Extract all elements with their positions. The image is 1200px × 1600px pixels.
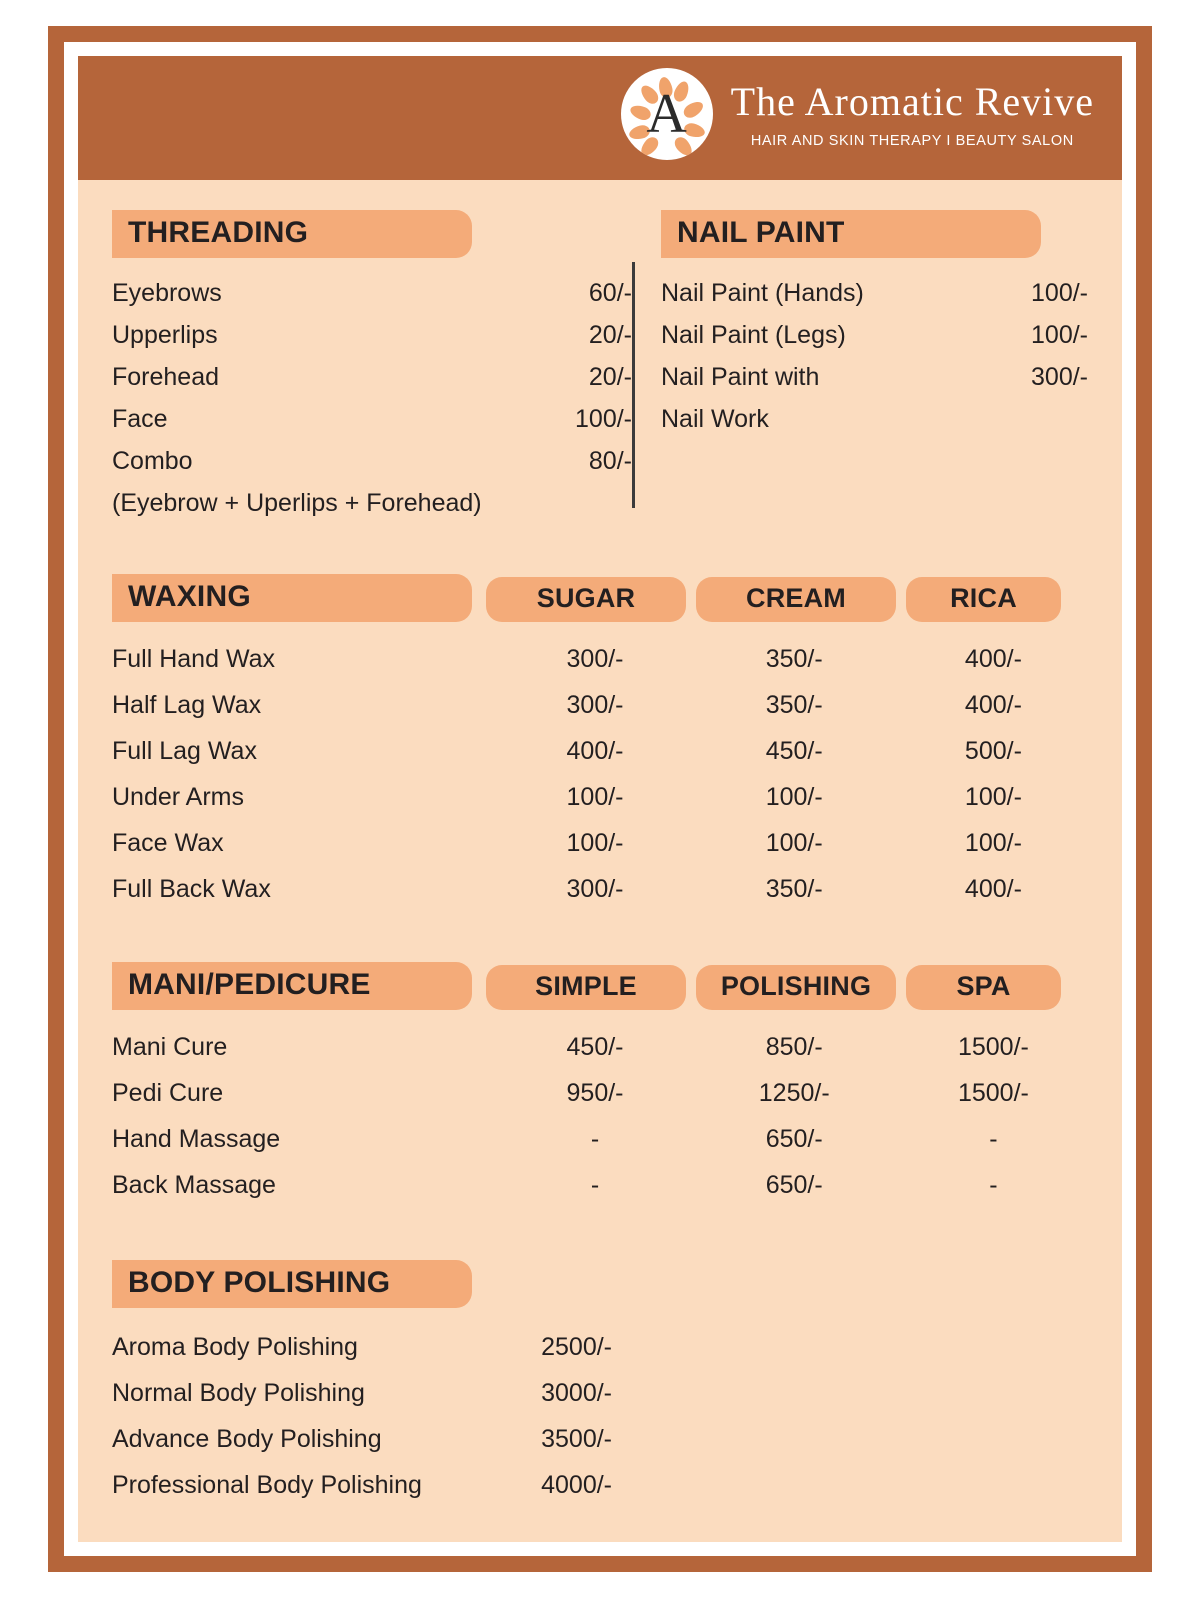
price-rica: 100/- bbox=[964, 782, 1022, 811]
section-title-mani-pedicure: MANI/PEDICURE bbox=[112, 962, 472, 1010]
price-spa: - bbox=[989, 1124, 998, 1153]
service-price: 3500/- bbox=[541, 1424, 612, 1453]
service-name: Combo bbox=[112, 446, 193, 475]
price-polishing: 650/- bbox=[765, 1124, 823, 1153]
service-price: 20/- bbox=[588, 320, 632, 349]
list-item bbox=[112, 356, 632, 398]
service-name: Eyebrows bbox=[112, 278, 222, 307]
list-item bbox=[112, 314, 632, 356]
service-name: Nail Paint (Legs) bbox=[661, 320, 846, 349]
section-title-nail-paint: NAIL PAINT bbox=[661, 210, 1041, 258]
threading-section bbox=[112, 210, 632, 524]
price-polishing: 1250/- bbox=[758, 1078, 830, 1107]
list-item-note bbox=[661, 398, 1088, 440]
list-item bbox=[661, 314, 1088, 356]
service-name: Forehead bbox=[112, 362, 220, 391]
threading-rows bbox=[112, 272, 632, 524]
service-name: Mani Cure bbox=[112, 1032, 228, 1061]
price-cream: 100/- bbox=[765, 828, 823, 857]
column-header-rica: RICA bbox=[906, 577, 1061, 622]
brand-block bbox=[621, 68, 1094, 160]
service-name: Back Massage bbox=[112, 1170, 276, 1199]
service-price: 100/- bbox=[575, 404, 632, 433]
service-name: Full Back Wax bbox=[112, 874, 271, 903]
service-name: Face bbox=[112, 404, 168, 433]
service-price: 300/- bbox=[1031, 362, 1088, 391]
column-header-simple: SIMPLE bbox=[486, 965, 686, 1010]
price-cream: 350/- bbox=[765, 644, 823, 673]
nail-paint-rows bbox=[661, 272, 1088, 440]
service-name: Under Arms bbox=[112, 782, 244, 811]
section-title-body-polishing: BODY POLISHING bbox=[112, 1260, 472, 1308]
column-divider bbox=[632, 262, 635, 508]
list-item bbox=[112, 1324, 1088, 1370]
waxing-header-row bbox=[112, 574, 1088, 622]
price-sugar: 100/- bbox=[566, 782, 624, 811]
section-title-waxing: WAXING bbox=[112, 574, 472, 622]
brand-tagline: HAIR AND SKIN THERAPY I BEAUTY SALON bbox=[750, 133, 1074, 149]
waxing-rows bbox=[112, 636, 1088, 912]
price-spa: 1500/- bbox=[957, 1078, 1029, 1107]
table-row bbox=[112, 866, 1088, 912]
service-name: Hand Massage bbox=[112, 1124, 281, 1153]
price-cream: 350/- bbox=[765, 874, 823, 903]
nail-paint-section bbox=[661, 210, 1088, 524]
menu-body bbox=[78, 210, 1122, 1508]
price-cream: 450/- bbox=[765, 736, 823, 765]
price-sugar: 100/- bbox=[566, 828, 624, 857]
table-row bbox=[112, 1024, 1088, 1070]
service-name: Half Lag Wax bbox=[112, 690, 262, 719]
price-simple: 950/- bbox=[566, 1078, 624, 1107]
service-name: Pedi Cure bbox=[112, 1078, 224, 1107]
price-cream: 100/- bbox=[765, 782, 823, 811]
logo-letter: A bbox=[646, 83, 687, 145]
page-border-gap bbox=[64, 42, 1136, 1556]
brand-name: The Aromatic Revive bbox=[730, 79, 1094, 124]
mani-pedicure-section bbox=[112, 962, 1088, 1208]
price-sugar: 400/- bbox=[566, 736, 624, 765]
service-price: 100/- bbox=[1031, 278, 1088, 307]
nail-paint-note: Nail Work bbox=[661, 404, 769, 433]
service-name: Upperlips bbox=[112, 320, 218, 349]
price-spa: - bbox=[989, 1170, 998, 1199]
price-simple: 450/- bbox=[566, 1032, 624, 1061]
service-price: 4000/- bbox=[541, 1470, 612, 1499]
column-header-polishing: POLISHING bbox=[696, 965, 896, 1010]
threading-note: (Eyebrow + Uperlips + Forehead) bbox=[112, 488, 482, 517]
price-spa: 1500/- bbox=[957, 1032, 1029, 1061]
service-name: Normal Body Polishing bbox=[112, 1378, 365, 1407]
list-item bbox=[112, 272, 632, 314]
service-name: Advance Body Polishing bbox=[112, 1424, 382, 1453]
service-name: Aroma Body Polishing bbox=[112, 1332, 358, 1361]
list-item bbox=[112, 1462, 1088, 1508]
list-item bbox=[112, 440, 632, 482]
header-bar bbox=[78, 56, 1122, 180]
price-polishing: 850/- bbox=[765, 1032, 823, 1061]
service-price: 2500/- bbox=[541, 1332, 612, 1361]
price-rica: 100/- bbox=[964, 828, 1022, 857]
service-name: Face Wax bbox=[112, 828, 224, 857]
service-price: 20/- bbox=[588, 362, 632, 391]
price-sugar: 300/- bbox=[566, 644, 624, 673]
list-item bbox=[112, 1416, 1088, 1462]
table-row bbox=[112, 636, 1088, 682]
column-header-cream: CREAM bbox=[696, 577, 896, 622]
list-item bbox=[661, 272, 1088, 314]
column-header-sugar: SUGAR bbox=[486, 577, 686, 622]
mani-pedicure-header-row bbox=[112, 962, 1088, 1010]
column-header-spa: SPA bbox=[906, 965, 1061, 1010]
price-simple: - bbox=[590, 1124, 600, 1153]
service-price: 60/- bbox=[588, 278, 632, 307]
table-row bbox=[112, 774, 1088, 820]
price-rica: 400/- bbox=[964, 644, 1022, 673]
threading-nailpaint-block bbox=[112, 210, 1088, 524]
table-row bbox=[112, 682, 1088, 728]
table-row bbox=[112, 1070, 1088, 1116]
service-name: Full Lag Wax bbox=[112, 736, 257, 765]
section-title-threading: THREADING bbox=[112, 210, 472, 258]
table-row bbox=[112, 1162, 1088, 1208]
table-row bbox=[112, 728, 1088, 774]
logo-icon bbox=[621, 68, 713, 160]
service-name: Nail Paint (Hands) bbox=[661, 278, 864, 307]
price-rica: 500/- bbox=[964, 736, 1022, 765]
price-sugar: 300/- bbox=[566, 690, 624, 719]
price-rica: 400/- bbox=[964, 874, 1022, 903]
service-name: Nail Paint with bbox=[661, 362, 820, 391]
body-polishing-rows bbox=[112, 1324, 1088, 1508]
price-rica: 400/- bbox=[964, 690, 1022, 719]
price-simple: - bbox=[590, 1170, 600, 1199]
price-sugar: 300/- bbox=[566, 874, 624, 903]
list-item bbox=[661, 356, 1088, 398]
service-name: Full Hand Wax bbox=[112, 644, 276, 673]
service-name: Professional Body Polishing bbox=[112, 1470, 422, 1499]
price-polishing: 650/- bbox=[765, 1170, 823, 1199]
table-row bbox=[112, 820, 1088, 866]
menu-content bbox=[78, 56, 1122, 1542]
list-item bbox=[112, 1370, 1088, 1416]
list-item-note bbox=[112, 482, 632, 524]
waxing-section bbox=[112, 574, 1088, 912]
mani-pedicure-rows bbox=[112, 1024, 1088, 1208]
service-price: 3000/- bbox=[541, 1378, 612, 1407]
service-price: 100/- bbox=[1031, 320, 1088, 349]
body-polishing-section bbox=[112, 1260, 1088, 1508]
brand-text bbox=[731, 79, 1094, 149]
price-cream: 350/- bbox=[765, 690, 823, 719]
table-row bbox=[112, 1116, 1088, 1162]
service-price: 80/- bbox=[588, 446, 632, 475]
page-border-frame bbox=[48, 26, 1152, 1572]
list-item bbox=[112, 398, 632, 440]
